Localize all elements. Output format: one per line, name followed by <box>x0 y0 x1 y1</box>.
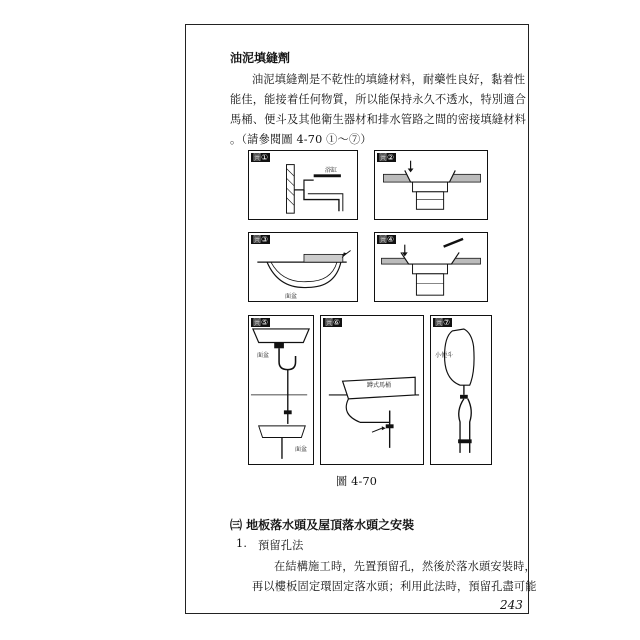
panel-label: 圖⑦ <box>435 318 451 327</box>
paragraph-line: 油泥填縫劑是不乾性的填縫材料，耐藥性良好，黏着性 <box>252 73 526 86</box>
figure-panel-5 <box>248 315 314 465</box>
squat-toilet-illustration <box>321 316 423 464</box>
panel-label: 圖⑤ <box>253 318 269 327</box>
figure-panel-6 <box>320 315 424 465</box>
paragraph-line: 。（請參閱圖 4-70 ①～⑦） <box>230 133 372 146</box>
subsection-title: ㈢ 地板落水頭及屋頂落水頭之安裝 <box>230 518 415 532</box>
panel-caption: 面盆 <box>257 352 270 359</box>
paragraph-line: 能佳，能接着任何物質，所以能保持永久不透水，特別適合 <box>230 93 527 106</box>
list-item-title: 預留孔法 <box>258 539 304 552</box>
paragraph-line: 馬桶、便斗及其他衛生器材和排水管路之間的密接填縫材料 <box>230 113 527 126</box>
section-title: 油泥填縫劑 <box>230 51 291 65</box>
figure-panel-4 <box>374 232 488 302</box>
paragraph-line: 在結構施工時，先置預留孔，然後於落水頭安裝時， <box>274 560 536 573</box>
panel-label: 圖④ <box>379 235 395 244</box>
paragraph-line: 再以樓板固定環固定落水頭；利用此法時，預留孔盡可能 <box>252 580 537 593</box>
list-item-number: 1. <box>236 537 248 550</box>
panel-label: 圖② <box>379 153 395 162</box>
figure-panel-7 <box>430 315 492 465</box>
panel-label: 圖① <box>253 153 269 162</box>
book-page <box>185 24 537 614</box>
figure-panel-1 <box>248 150 358 220</box>
panel-caption: 浴缸 <box>325 167 338 174</box>
panel-caption: 面盆 <box>295 446 308 453</box>
panel-caption: 面盆 <box>285 293 298 300</box>
panel-caption: 小便斗 <box>435 352 454 359</box>
urinal-illustration <box>431 316 491 464</box>
panel-label: 圖③ <box>253 235 269 244</box>
figure-panel-3 <box>248 232 358 302</box>
figure-panel-2 <box>374 150 488 220</box>
washbasin-trap-illustration <box>249 316 313 464</box>
panel-label: 圖⑥ <box>325 318 341 327</box>
page-number: 243 <box>500 598 523 612</box>
figure-caption: 圖 4-70 <box>336 475 378 488</box>
panel-caption: 蹲式馬桶 <box>367 382 392 389</box>
